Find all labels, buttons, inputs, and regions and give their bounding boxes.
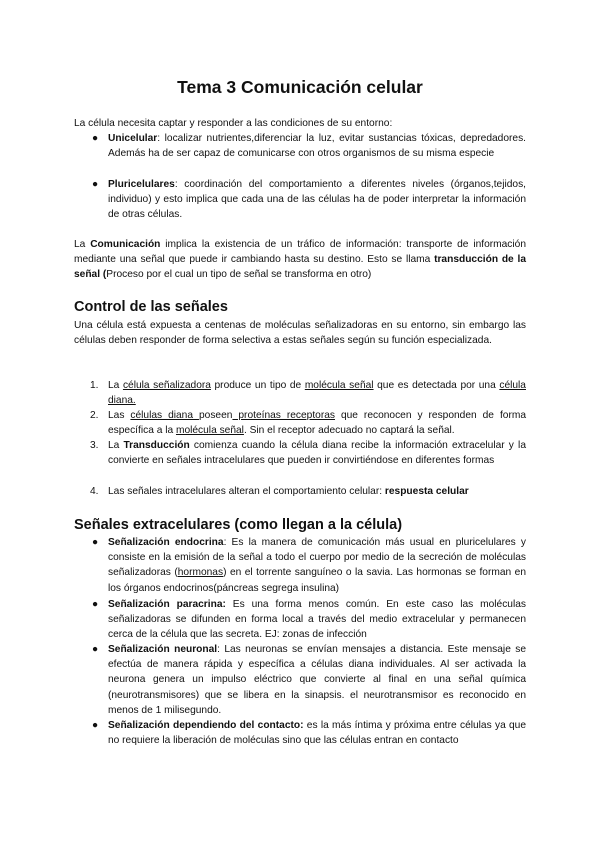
list-item: La Transducción comienza cuando la célula diana recibe la información extracelular y la convierte en señales intracelulares que pueden ir convirtiéndose en diferentes formas: [108, 440, 526, 467]
list-number: 1.: [90, 380, 99, 391]
list-item: Señalización neuronal: Las neuronas se envían mensajes a distancia. Este mensaje se efectúa de manera rápida y específica a células diana individuales. Al ser activada la neurona genera un impulso eléctrico que convierte al final en una señal química (neurotransmisores) que se libera en la sinapsis. el neurotransmisor es reconocido en menos de 1 milisegundo.: [108, 644, 527, 716]
bullet-icon: ●: [92, 133, 99, 144]
section-heading: Señales extracelulares (como llegan a la célula): [74, 517, 403, 533]
list-item: Unicelular: localizar nutrientes,diferenciar la luz, evitar sustancias tóxicas, depredadores. Además ha de ser capaz de comunicarse con otros organismos de su misma especie: [108, 133, 526, 160]
list-item: Las células diana poseen proteínas receptoras que reconocen y responden de forma específica a la molécula señal. Sin el receptor adecuado no captará la señal.: [108, 410, 526, 437]
list-item: Señalización dependiendo del contacto: es la más íntima y próxima entre células ya que no requiere la liberación de moléculas sino que las células entran en contacto: [108, 720, 527, 747]
page-title: Tema 3 Comunicación celular: [177, 77, 423, 97]
list-item: Pluricelulares: coordinación del comportamiento a diferentes niveles (órganos,tejidos, individuo) y esto implica que cada una de las células ha de poder interpretar la información de otras células.: [108, 179, 526, 221]
list-item: La célula señalizadora produce un tipo de molécula señal que es detectada por una célula diana.: [108, 380, 526, 407]
list-item: Señalización paracrina: Es una forma menos común. En este caso las moléculas señalizadoras se difunden en forma local a través del medio extracelular y permanecen cerca de la célula que las secreta. EJ: zonas de infección: [108, 599, 526, 641]
bullet-icon: ●: [92, 644, 99, 655]
bullet-icon: ●: [92, 720, 99, 731]
bullet-icon: ●: [92, 179, 99, 190]
list-number: 4.: [90, 486, 99, 497]
list-number: 2.: [90, 410, 99, 421]
list-item: Señalización endocrina: Es la manera de comunicación más usual en pluricelulares y consiste en la emisión de la señal a todo el cuerpo por medio de la secreción de moléculas señalizadoras (hormonas) en el torrente sanguíneo o la savia. Las hormonas se forman en los órganos endocrinos(páncreas segrega insulina): [108, 537, 526, 594]
list-item: Las señales intracelulares alteran el comportamiento celular: respuesta celular: [108, 486, 469, 497]
section-paragraph: Una célula está expuesta a centenas de moléculas señalizadoras en su entorno, sin embargo las células deben responder de forma selectiva a estas señales según su función especializada.: [74, 320, 526, 347]
bullet-icon: ●: [92, 537, 99, 548]
intro-paragraph: La célula necesita captar y responder a las condiciones de su entorno:: [74, 118, 393, 129]
section-heading: Control de las señales: [74, 299, 228, 315]
comunicacion-paragraph: La Comunicación implica la existencia de un tráfico de información: transporte de información mediante una señal que puede ir cambiando hasta su destino. Esto se llama transducción de la señal (Proceso por el cual un tipo de señal se transforma en otro): [74, 239, 526, 281]
list-number: 3.: [90, 440, 99, 451]
bullet-icon: ●: [92, 599, 99, 610]
